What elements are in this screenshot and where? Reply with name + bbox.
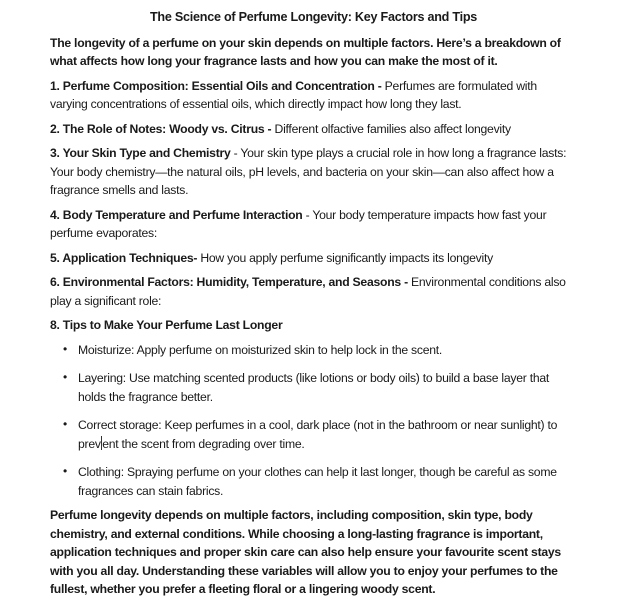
section-heading-body-temperature: 4. Body Temperature and Perfume Interaction [50, 207, 303, 222]
section-heading-composition: 1. Perfume Composition: Essential Oils and Concentration - [50, 78, 382, 93]
bullet-icon: • [63, 464, 67, 478]
tip-text-storage-before-caret: Correct storage: Keep perfumes in a cool, dark place (not in the bathroom or near sunlight) to prev [78, 418, 558, 451]
list-item-layering[interactable] [63, 369, 577, 406]
tip-text-storage-after-caret: ent the scent from degrading over time. [102, 436, 305, 451]
section-paragraph-body-temperature[interactable] [50, 206, 577, 243]
section-paragraph-application[interactable] [50, 249, 577, 268]
tip-text-clothing: Clothing: Spraying perfume on your clothes can help it last longer, though be careful as some fragrances can stain fabrics. [78, 465, 557, 498]
conclusion-paragraph[interactable]: Perfume longevity depends on multiple factors, including composition, skin type, body chemistry, and external conditions. While choosing a long-lasting fragrance is important, application techniques and proper skin care can also help ensure your favourite scent stays with you all day. Understanding these variables will allow you to enjoy your perfumes to the fullest, whether you prefer a fleeting floral or a lingering woody scent. [50, 508, 561, 596]
section-body-composition: Perfumes are formulated with varying concentrations of essential oils, which directly impact how long they last. [50, 78, 537, 111]
section-paragraph-composition[interactable] [50, 77, 577, 114]
section-heading-application: 5. Application Techniques- [50, 250, 198, 265]
tips-section-heading[interactable]: 8. Tips to Make Your Perfume Last Longer [50, 318, 283, 332]
list-item-clothing[interactable] [63, 463, 577, 500]
section-paragraph-notes[interactable] [50, 120, 577, 139]
section-heading-skin-type: 3. Your Skin Type and Chemistry [50, 146, 231, 160]
section-paragraph-skin-type[interactable] [50, 144, 577, 200]
intro-paragraph[interactable]: The longevity of a perfume on your skin depends on multiple factors. Here’s a breakdown of what affects how long your fragrance lasts and how you can make the most of it. [50, 35, 561, 68]
section-body-notes: Different olfactive families also affect longevity [271, 121, 511, 136]
section-body-application: How you apply perfume significantly impacts its longevity [197, 250, 493, 265]
list-item-storage[interactable] [63, 416, 577, 453]
section-body-body-temperature: - Your body temperature impacts how fast your perfume evaporates: [50, 207, 547, 240]
section-heading-environment: 6. Environmental Factors: Humidity, Temperature, and Seasons - [50, 275, 408, 289]
tip-text-layering: Layering: Use matching scented products (like lotions or body oils) to build a base layer that holds the fragrance better. [78, 371, 550, 404]
bullet-icon: • [63, 417, 67, 431]
tip-text-moisturize: Moisturize: Apply perfume on moisturized skin to help lock in the scent. [78, 342, 443, 357]
section-paragraph-environment[interactable] [50, 273, 577, 310]
bullet-icon: • [63, 370, 67, 384]
tips-list [50, 341, 577, 501]
section-body-skin-type: - Your skin type plays a crucial role in how long a fragrance lasts: Your body chemistry—the natural oils, pH levels, and bacteria on your skin—can also affect how a fragrance smells and lasts. [50, 146, 567, 197]
section-heading-notes: 2. The Role of Notes: Woody vs. Citrus - [50, 121, 272, 136]
list-item-moisturize[interactable] [63, 341, 577, 360]
section-body-environment: Environmental conditions also play a significant role: [50, 275, 566, 308]
bullet-icon: • [63, 341, 67, 356]
document-title[interactable]: The Science of Perfume Longevity: Key Factors and Tips [149, 10, 478, 24]
